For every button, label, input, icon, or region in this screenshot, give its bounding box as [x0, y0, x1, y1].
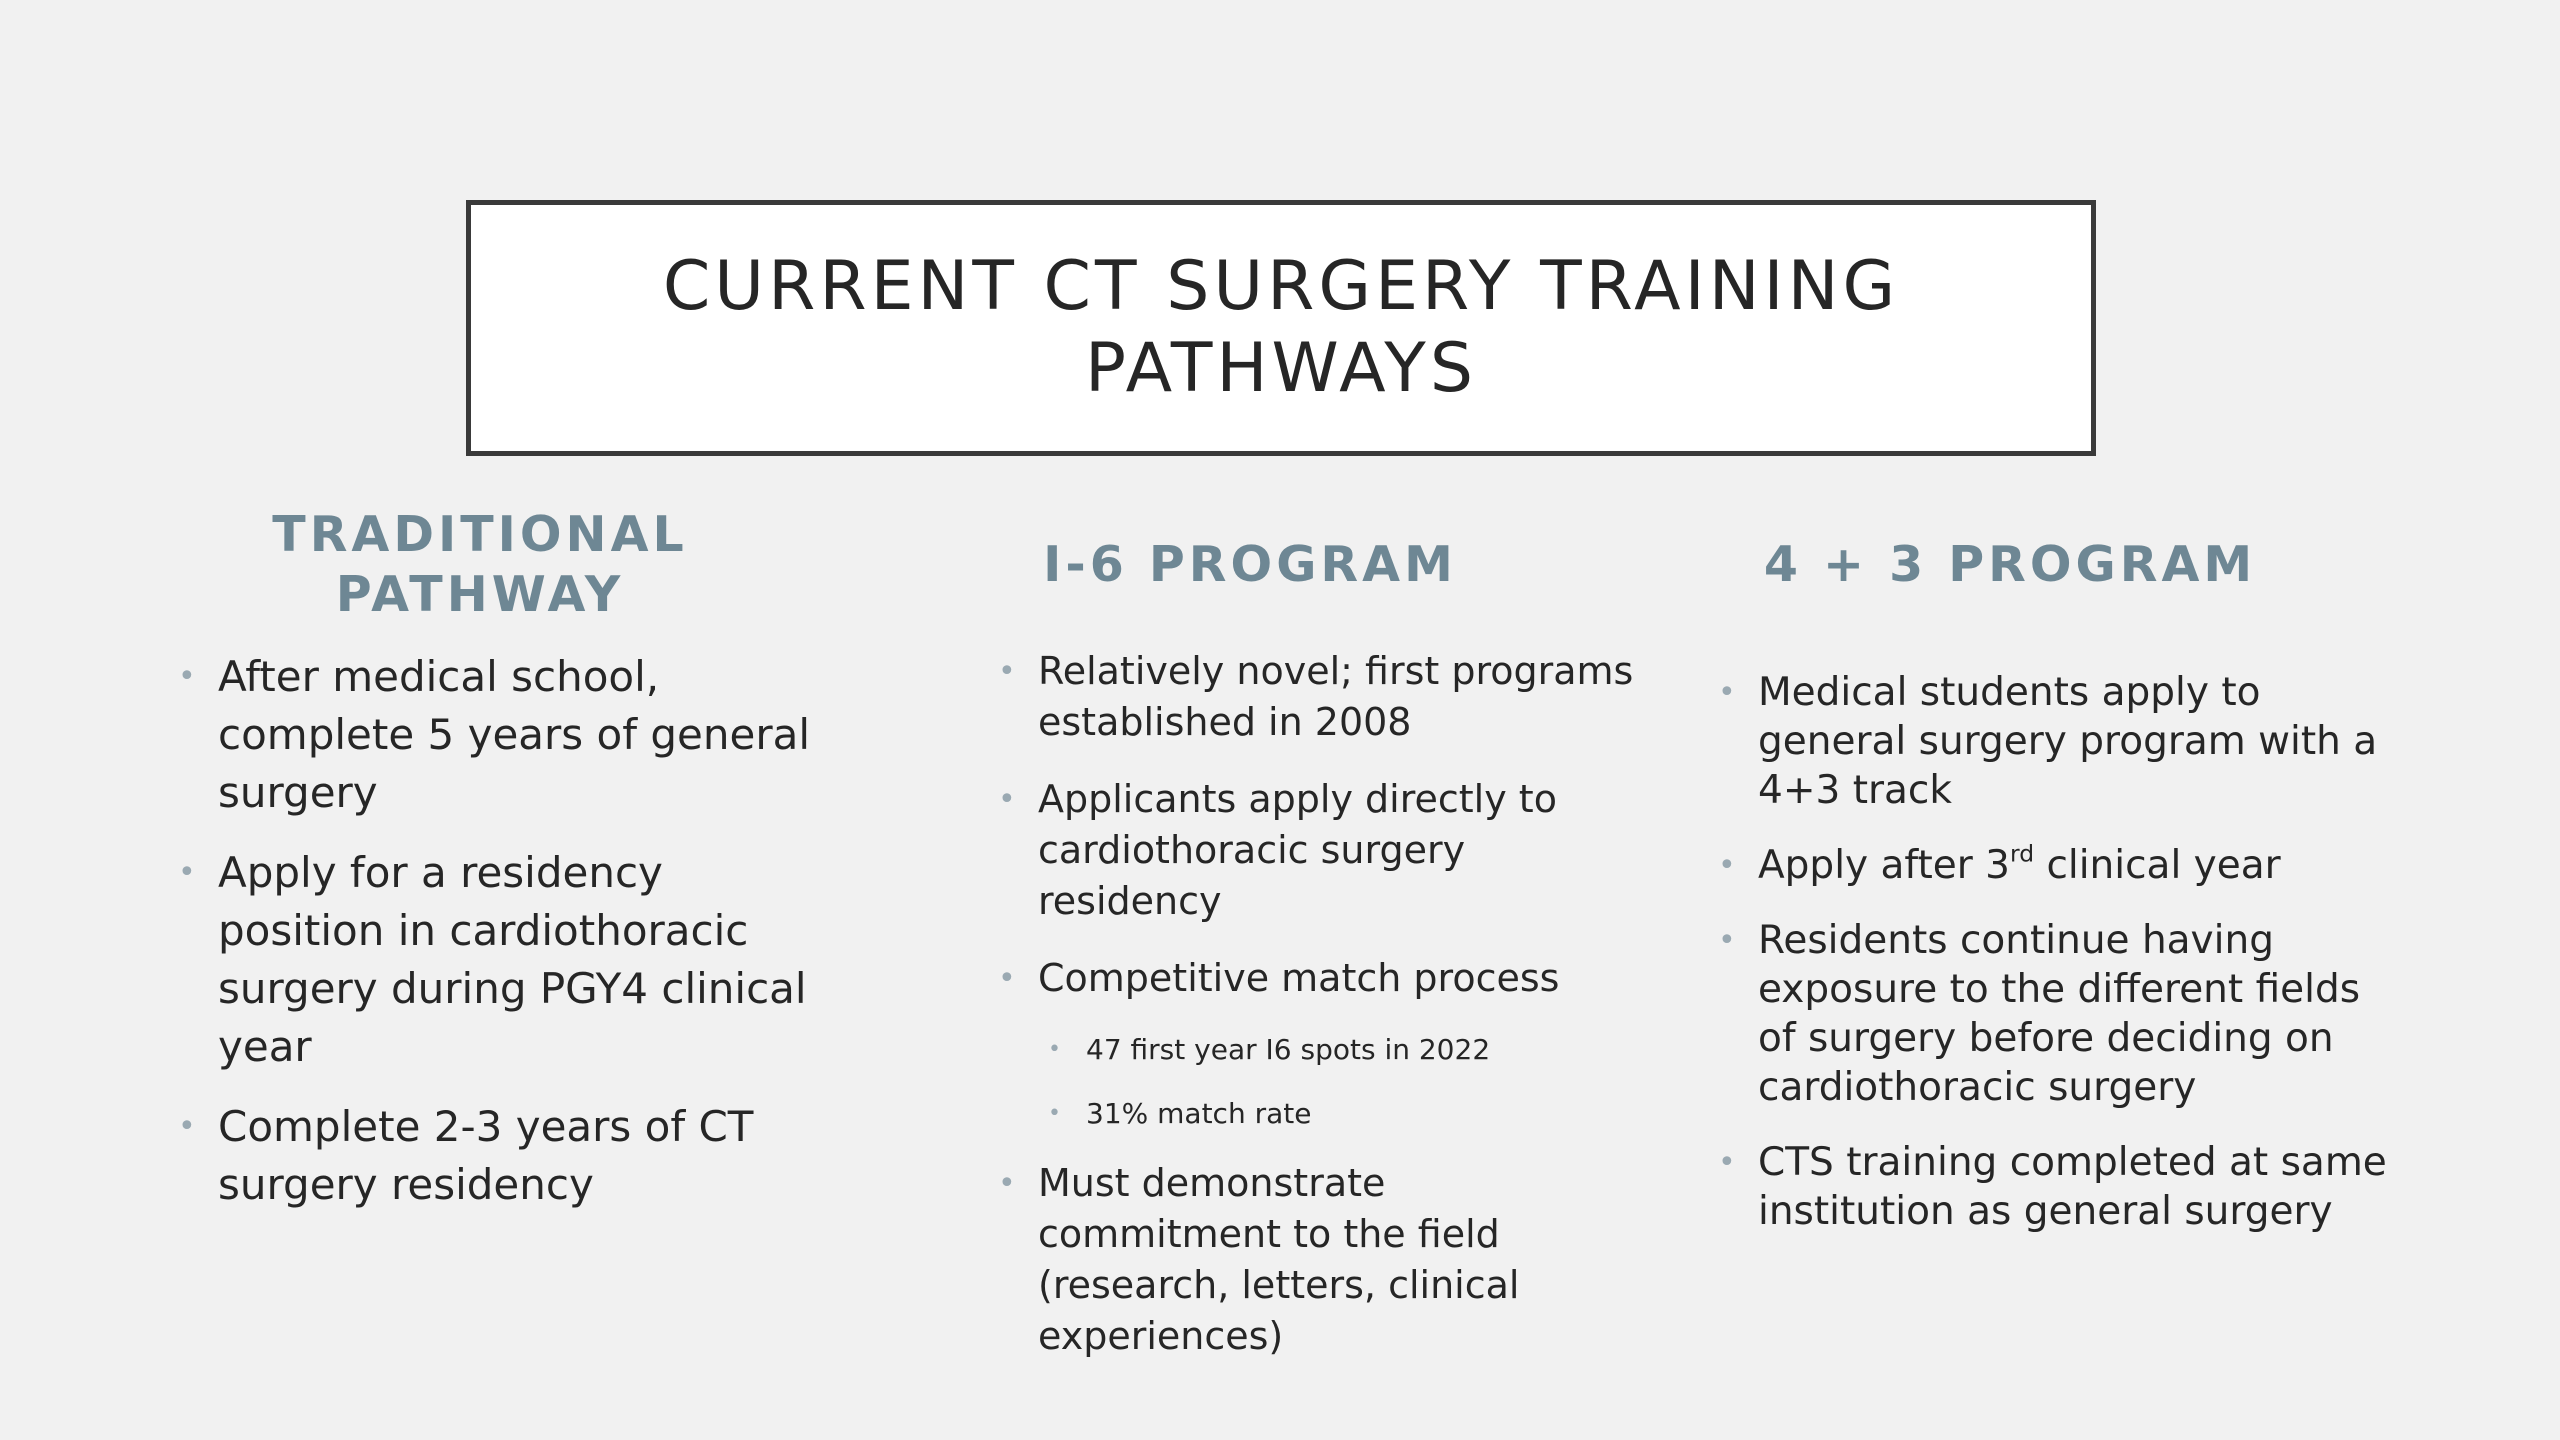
list-item: [1710, 916, 2390, 1112]
bullet-list: [990, 646, 1640, 1362]
column-4-3-program: [1710, 490, 2390, 1420]
list-item: [990, 774, 1640, 927]
bullet-text: Relatively novel; first programs established in 2008: [1038, 649, 1634, 744]
bullet-dot-icon: •: [1048, 1101, 1061, 1126]
bullet-dot-icon: •: [1718, 848, 1736, 883]
bullet-text: Applicants apply directly to cardiothoracic surgery residency: [1038, 777, 1557, 923]
sub-bullet-text: 47 first year I6 spots in 2022: [1086, 1033, 1491, 1066]
list-item: [170, 844, 810, 1076]
list-item: [1710, 668, 2390, 815]
bullet-dot-icon: •: [998, 961, 1016, 996]
slide-title: CURRENT CT SURGERY TRAINING PATHWAYS: [662, 247, 1900, 408]
list-item: [1710, 1138, 2390, 1236]
bullet-list: [170, 648, 810, 1214]
column-traditional-pathway: [170, 490, 810, 1420]
bullet-dot-icon: •: [1718, 923, 1736, 958]
bullet-dot-icon: •: [998, 654, 1016, 689]
sub-bullet-text: 31% match rate: [1086, 1097, 1312, 1130]
column-heading: TRADITIONAL PATHWAY: [272, 506, 688, 623]
bullet-dot-icon: •: [178, 659, 196, 694]
list-item: [990, 953, 1640, 1004]
bullet-text: Residents continue having exposure to the different fields of surgery before deciding on cardiothoracic surgery: [1758, 918, 2361, 1110]
bullet-text-start: Apply after 3: [1758, 843, 2010, 888]
list-item: [1710, 841, 2390, 890]
bullet-dot-icon: •: [1718, 1145, 1736, 1180]
list-item: [170, 1098, 810, 1214]
column-heading: I-6 PROGRAM: [1043, 536, 1457, 593]
column-heading: 4 + 3 PROGRAM: [1763, 536, 2257, 593]
bullet-text: [1758, 839, 2281, 888]
column-i6-program: [990, 490, 1640, 1420]
sub-list-item: [990, 1094, 1640, 1134]
sub-list-item: [990, 1030, 1640, 1070]
bullet-text: Must demonstrate commitment to the field (research, letters, clinical experiences): [1038, 1161, 1520, 1358]
title-box: [466, 200, 2096, 456]
bullet-text: Medical students apply to general surgery program with a 4+3 track: [1758, 670, 2378, 813]
bullet-text: CTS training completed at same institution as general surgery: [1758, 1140, 2387, 1234]
bullet-text: Complete 2-3 years of CT surgery residency: [218, 1102, 754, 1209]
bullet-dot-icon: •: [1718, 675, 1736, 710]
bullet-text-end: clinical year: [2034, 843, 2281, 888]
ordinal-suffix: rd: [2009, 839, 2035, 868]
bullet-text: Competitive match process: [1038, 956, 1560, 1000]
bullet-text: Apply for a residency position in cardiothoracic surgery during PGY4 clinical year: [218, 848, 807, 1071]
bullet-list: [1710, 668, 2390, 1236]
bullet-dot-icon: •: [998, 782, 1016, 817]
bullet-dot-icon: •: [998, 1166, 1016, 1201]
bullet-dot-icon: •: [178, 855, 196, 890]
list-item: [990, 646, 1640, 748]
list-item: [170, 648, 810, 822]
list-item: [990, 1158, 1640, 1362]
bullet-dot-icon: •: [1048, 1037, 1061, 1062]
bullet-text: After medical school, complete 5 years of general surgery: [218, 652, 810, 817]
bullet-dot-icon: •: [178, 1109, 196, 1144]
